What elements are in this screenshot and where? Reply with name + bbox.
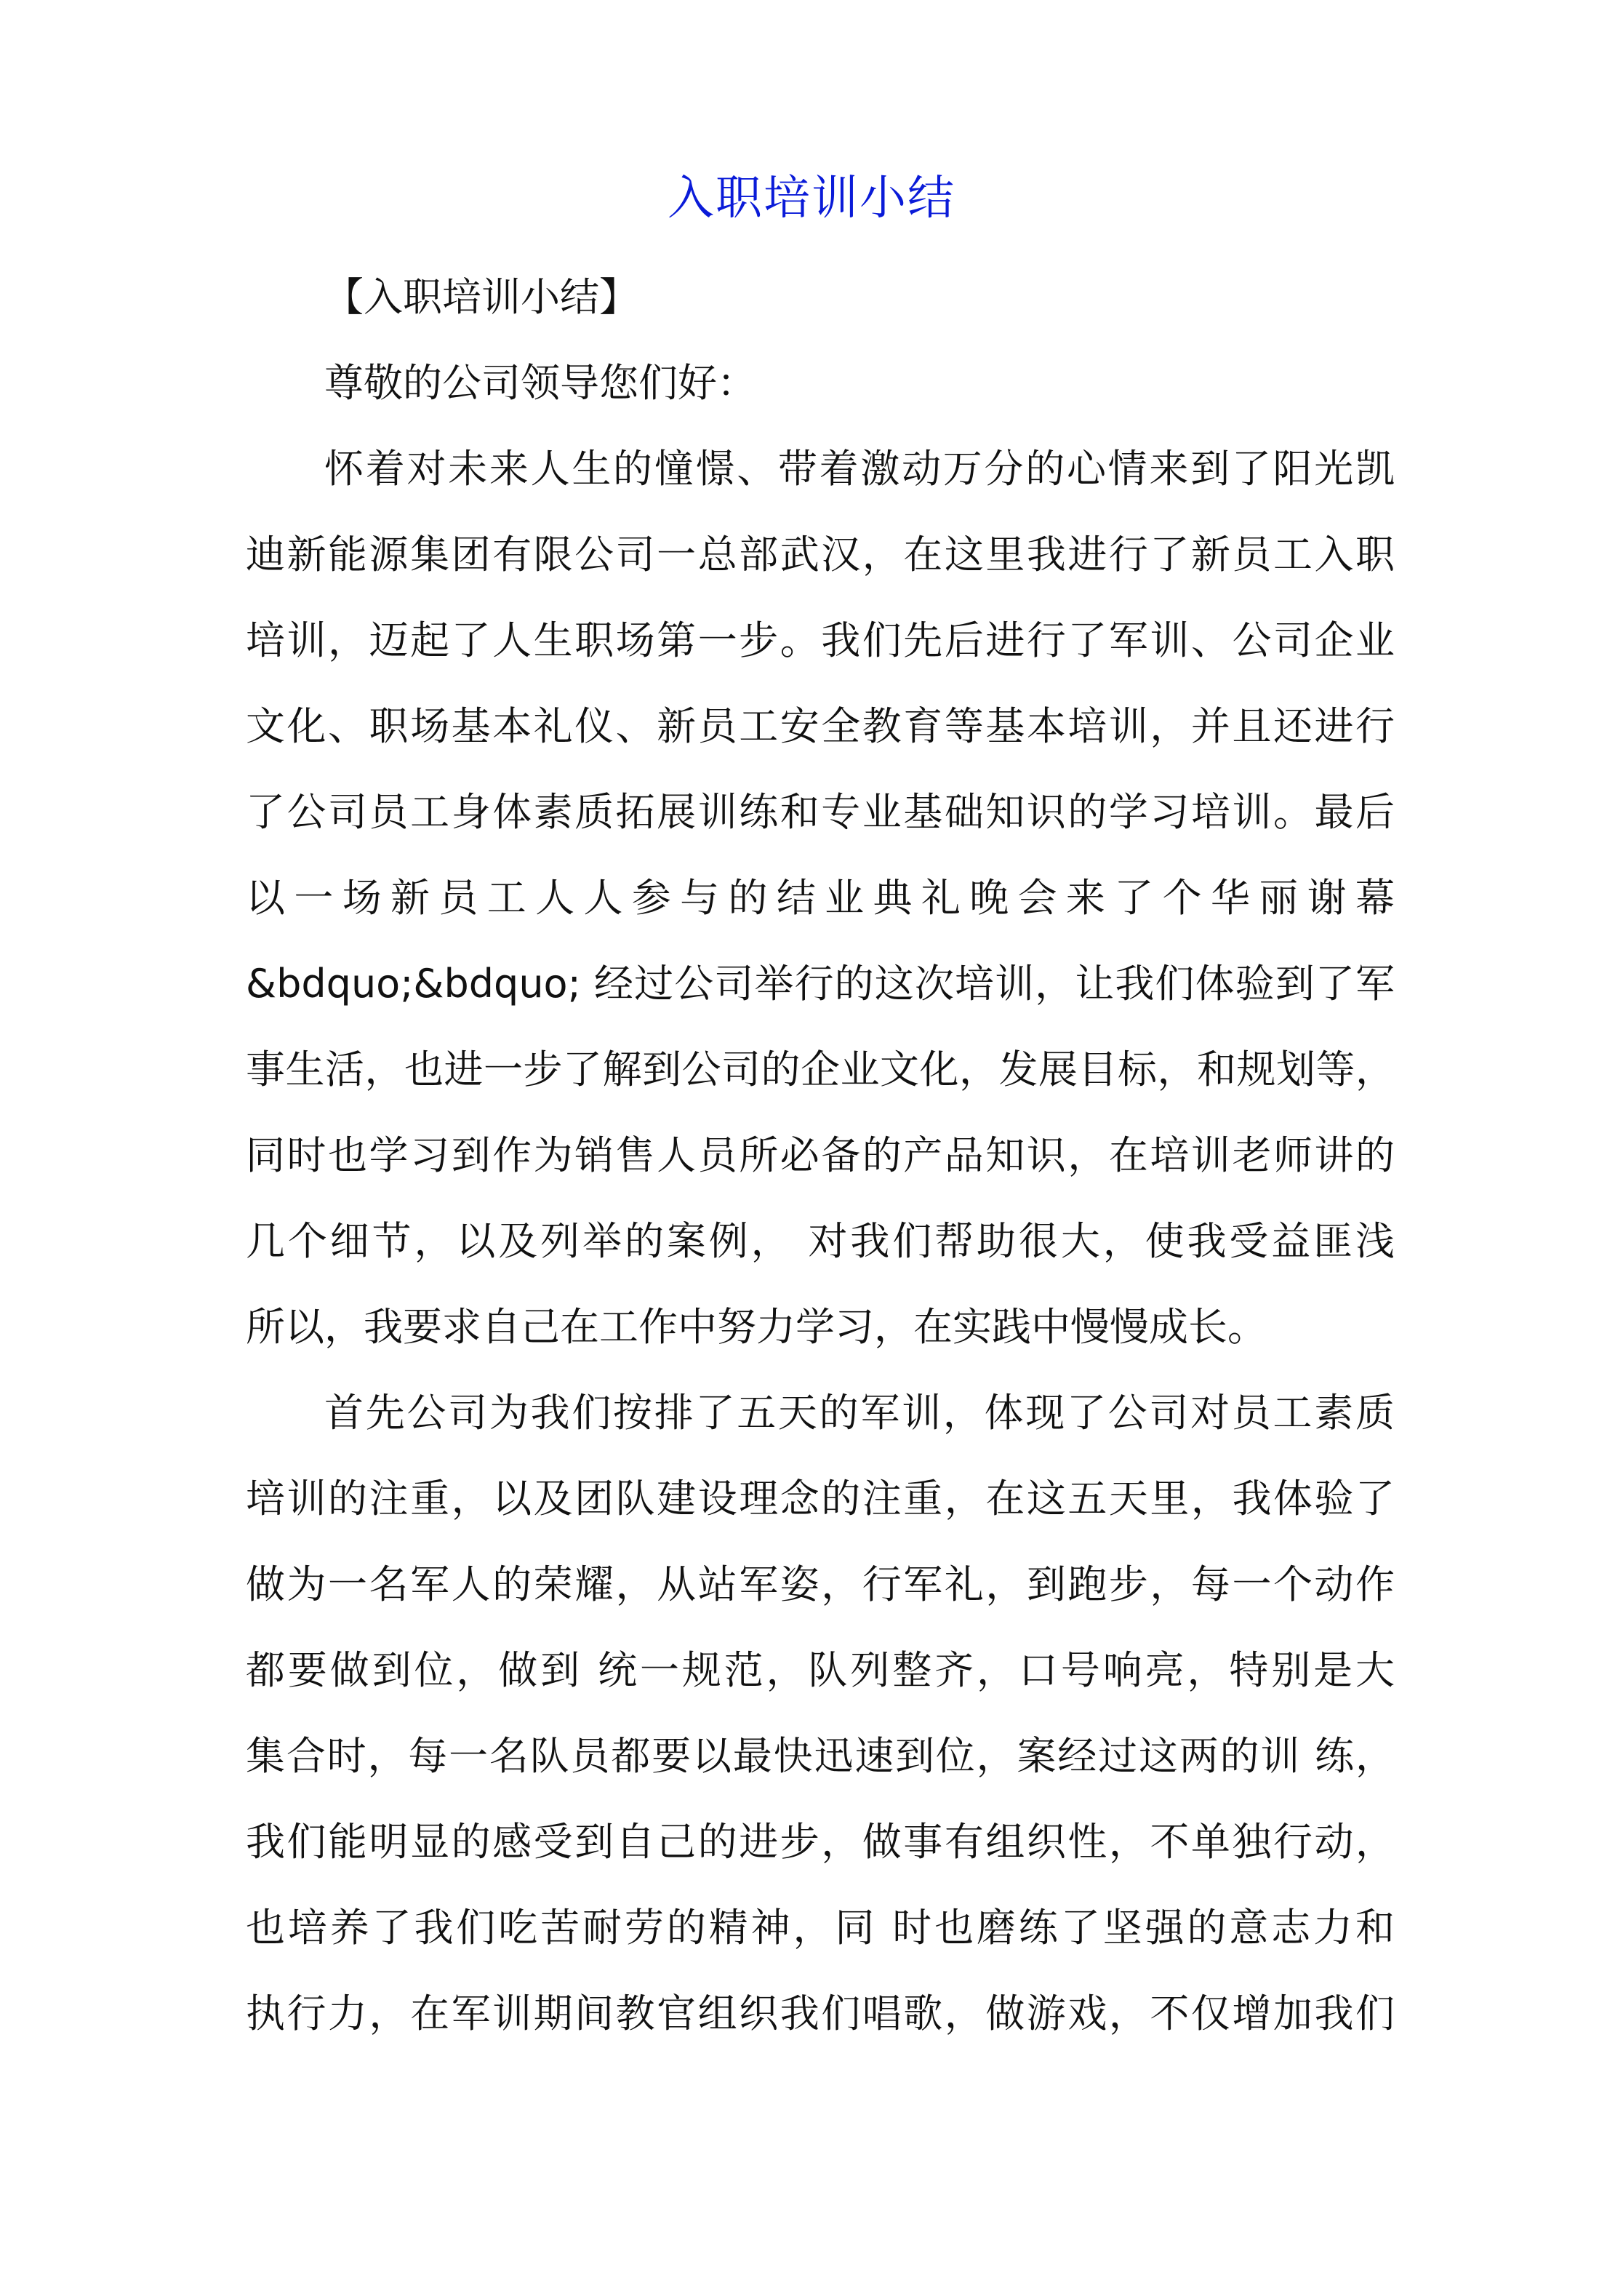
document-body (246, 255, 1395, 2057)
body-line: 以一场新员工人人参与的结业典礼晚会来了个华丽谢幕 (246, 875, 1395, 921)
document-title: 入职培训小结 (668, 172, 955, 225)
body-line: 首先公司为我们按排了五天的军训，体现了公司对员工素质 (324, 1390, 1395, 1436)
body-line: 怀着对未来人生的憧憬、带着激动万分的心情来到了阳光凯 (324, 446, 1395, 492)
body-line: 集合时，每一名队员都要以最快迅速到位，案经过这两的训 练， (246, 1733, 1395, 1779)
body-line: 培训的注重，以及团队建设理念的注重，在这五天里，我体验了 (246, 1476, 1395, 1521)
body-line: 同时也学习到作为销售人员所必备的产品知识，在培训老师讲的 (246, 1132, 1395, 1178)
body-line: 迪新能源集团有限公司一总部武汉，在这里我进行了新员工入职 (246, 532, 1395, 577)
body-line: 培训，迈起了人生职场第一步。我们先后进行了军训、公司企业 (246, 617, 1395, 663)
section-heading: 【入职培训小结】 (324, 274, 638, 320)
body-line: 了公司员工身体素质拓展训练和专业基础知识的学习培训。最后 (246, 789, 1395, 835)
body-line: &bdquo;&bdquo; 经过公司举行的这次培训，让我们体验到了军 (246, 961, 1395, 1007)
body-line: 也培养了我们吃苦耐劳的精神，同 时也磨练了坚强的意志力和 (246, 1905, 1395, 1951)
body-line: 几个细节，以及列举的案例， 对我们帮助很大，使我受益匪浅 (246, 1218, 1395, 1264)
body-line: 执行力，在军训期间教官组织我们唱歌，做游戏，不仅增加我们 (246, 1991, 1395, 2036)
body-line: 都要做到位，做到 统一规范，队列整齐，口号响亮，特别是大 (246, 1647, 1395, 1693)
body-line: 事生活，也进一步了解到公司的企业文化，发展目标，和规划等， (246, 1047, 1395, 1092)
body-line: 所以，我要求自己在工作中努力学习，在实践中慢慢成长。 (246, 1304, 1267, 1350)
salutation: 尊敬的公司领导您们好： (324, 360, 756, 406)
body-line: 做为一名军人的荣耀，从站军姿，行军礼，到跑步，每一个动作 (246, 1561, 1395, 1607)
body-line: 我们能明显的感受到自己的进步，做事有组织性，不单独行动， (246, 1819, 1395, 1865)
body-line: 文化、职场基本礼仪、新员工安全教育等基本培训，并且还进行 (246, 703, 1395, 749)
